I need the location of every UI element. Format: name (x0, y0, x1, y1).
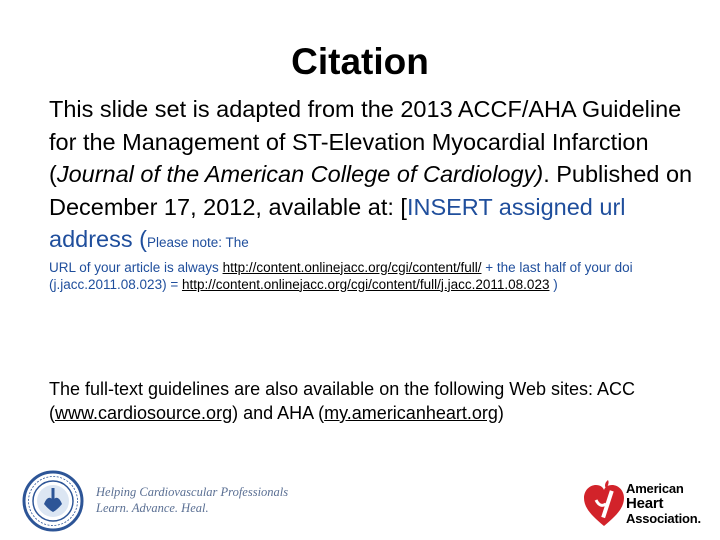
fulltext-b: ) and AHA ( (232, 403, 325, 423)
fulltext-a: The full-text guidelines are also available on the following Web sites: ACC ( (49, 379, 635, 423)
url-link-base[interactable]: http://content.onlinejacc.org/cgi/content/full/ (222, 259, 482, 275)
note-b: + the last half of your doi (j.jacc.2011.08.023) = (49, 259, 633, 292)
fulltext-availability (49, 377, 709, 425)
acc-tagline-line1: Helping Cardiovascular Professionals (96, 485, 289, 499)
acc-website-link[interactable]: www.cardiosource.org (55, 403, 233, 423)
aha-wordmark (626, 482, 701, 526)
insert-url-placeholder: INSERT assigned url address (49, 193, 626, 252)
acc-tagline (96, 484, 288, 516)
acc-tagline-line2: Learn. Advance. Heal. (96, 501, 209, 515)
url-link-full[interactable]: http://content.onlinejacc.org/cgi/content/full/j.jacc.2011.08.023 (181, 276, 550, 292)
aha-website-link[interactable]: my.americanheart.org (324, 403, 498, 423)
note-c: ) (549, 276, 558, 292)
fulltext-c: ) (497, 403, 504, 423)
citation-part1: This slide set is adapted from the 2013 ACCF/AHA Guideline for the Management of ST-Elevation Myocardial Infarction ( (49, 96, 682, 187)
note-block (49, 259, 699, 293)
acc-seal-icon (22, 470, 84, 537)
aha-line2: Heart (626, 495, 664, 512)
aha-line1: American (626, 481, 684, 496)
journal-name: Journal of the American College of Cardiology) (56, 161, 544, 187)
aha-heart-torch-icon (582, 478, 626, 535)
citation-part2: . Published on December 17, 2012, available at: [ (49, 161, 693, 220)
slide-title: Citation (291, 41, 429, 82)
note-a: URL of your article is always (49, 259, 223, 275)
paren-open: ( (132, 226, 147, 252)
aha-line3: Association. (626, 511, 701, 526)
note-inline: Please note: The (146, 235, 249, 250)
citation-text (49, 93, 699, 293)
